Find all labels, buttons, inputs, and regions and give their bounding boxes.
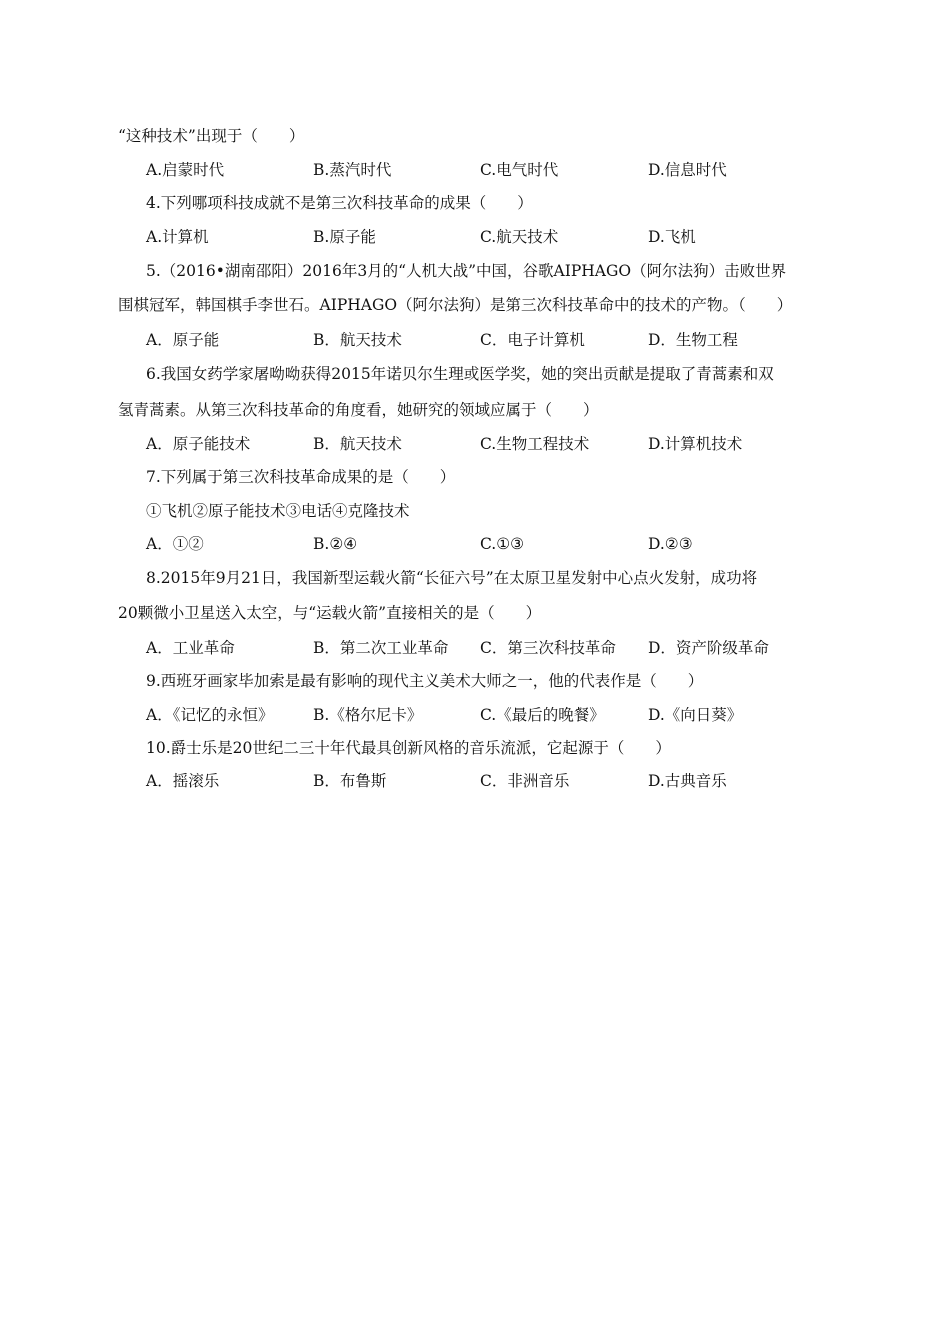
option-a: A．原子能 xyxy=(146,331,220,349)
q6-stem-line1: 6.我国女药学家屠呦呦获得2015年诺贝尔生理或医学奖，她的突出贡献是提取了青蒿素和双 xyxy=(146,365,774,383)
q8-stem-line2: 20颗微小卫星送入太空，与“运载火箭”直接相关的是（ ） xyxy=(118,604,542,622)
q7-stem: 7.下列属于第三次科技革命成果的是（ ） xyxy=(146,468,456,486)
option-a: A.计算机 xyxy=(146,228,209,246)
q9-stem: 9.西班牙画家毕加索是最有影响的现代主义美术大师之一，他的代表作是（ ） xyxy=(146,672,704,690)
option-a: A.启蒙时代 xyxy=(146,161,225,179)
q5-stem-line1: 5.（2016•湖南邵阳）2016年3月的“人机大战”中国，谷歌AIPHAGO（阿尔法狗）击败世界 xyxy=(146,262,787,280)
option-b: B．航天技术 xyxy=(313,435,402,453)
q4-options xyxy=(146,227,846,247)
q3-options xyxy=(146,160,846,180)
option-d: D.飞机 xyxy=(648,228,696,246)
option-b: B.原子能 xyxy=(313,228,376,246)
option-d: D.古典音乐 xyxy=(648,772,727,790)
option-b: B．第二次工业革命 xyxy=(313,639,449,657)
option-c: C．第三次科技革命 xyxy=(480,639,616,657)
option-d: D.计算机技术 xyxy=(648,435,743,453)
q7-options xyxy=(146,534,846,554)
option-a: A．原子能技术 xyxy=(146,435,251,453)
q9-options xyxy=(146,705,846,725)
option-b: B．布鲁斯 xyxy=(313,772,387,790)
option-b: B.蒸汽时代 xyxy=(313,161,392,179)
option-d: D．生物工程 xyxy=(648,331,738,349)
q8-stem-line1: 8.2015年9月21日，我国新型运载火箭“长征六号”在太原卫星发射中心点火发射，成功将 xyxy=(146,569,758,587)
option-a: A．《记忆的永恒》 xyxy=(146,706,274,724)
q6-stem-line2: 氢青蒿素。从第三次科技革命的角度看，她研究的领域应属于（ ） xyxy=(118,401,599,419)
option-b: B.②④ xyxy=(313,535,358,553)
option-c: C．电子计算机 xyxy=(480,331,585,349)
option-c: C.电气时代 xyxy=(480,161,559,179)
option-c: C.①③ xyxy=(480,535,525,553)
option-c: C.航天技术 xyxy=(480,228,559,246)
option-a: A．工业革命 xyxy=(146,639,235,657)
q7-items: ①飞机②原子能技术③电话④克隆技术 xyxy=(146,502,410,520)
option-d: D．资产阶级革命 xyxy=(648,639,769,657)
option-c: C．非洲音乐 xyxy=(480,772,570,790)
option-b: B.《格尔尼卡》 xyxy=(313,706,423,724)
option-b: B．航天技术 xyxy=(313,331,402,349)
q4-stem: 4.下列哪项科技成就不是第三次科技革命的成果（ ） xyxy=(146,194,533,212)
option-c: C.生物工程技术 xyxy=(480,435,590,453)
q10-options xyxy=(146,771,846,791)
option-d: D.信息时代 xyxy=(648,161,727,179)
q6-options xyxy=(146,434,846,454)
option-a: A．摇滚乐 xyxy=(146,772,220,790)
q5-options xyxy=(146,330,846,350)
option-c: C.《最后的晚餐》 xyxy=(480,706,605,724)
option-d: D.②③ xyxy=(648,535,693,553)
option-a: A．①② xyxy=(146,535,204,553)
q10-stem: 10.爵士乐是20世纪二三十年代最具创新风格的音乐流派，它起源于（ ） xyxy=(146,739,671,757)
q8-options xyxy=(146,638,846,658)
option-d: D.《向日葵》 xyxy=(648,706,743,724)
q5-stem-line2: 围棋冠军，韩国棋手李世石。AIPHAGO（阿尔法狗）是第三次科技革命中的技术的产物。（ ） xyxy=(118,296,793,314)
q3-stem-tail: “这种技术”出现于（ ） xyxy=(118,127,305,145)
